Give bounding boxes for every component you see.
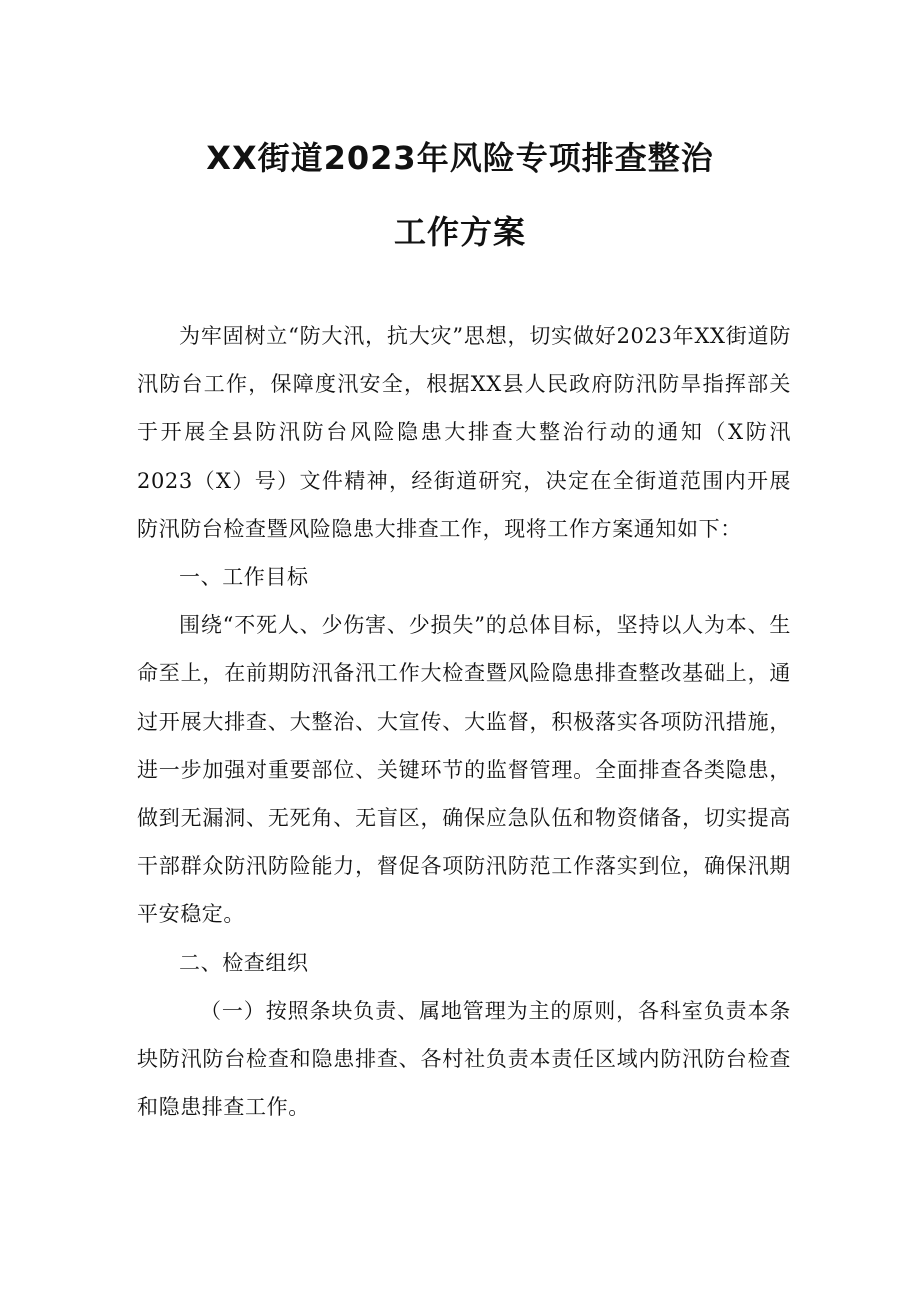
intro-paragraph: 为牢固树立“防大汛，抗大灾”思想，切实做好2023年XX街道防汛防台工作，保障度汛安全，根据XX县人民政府防汛防旱指挥部关于开展全县防汛防台风险隐患大排查大整治行动的通知（X防汛2023（X）号）文件精神，经街道研究，决定在全街道范围内开展防汛防台检查暨风险隐患大排查工作，现将工作方案通知如下：: [137, 324, 791, 541]
section2-item1-paragraph: （一）按照条块负责、属地管理为主的原则，各科室负责本条块防汛防台检查和隐患排查、各村社负责本责任区域内防汛防台检查和隐患排查工作。: [137, 998, 791, 1120]
document-title-line2: 工作方案: [393, 213, 526, 251]
section1-paragraph: 围绕“不死人、少伤害、少损失”的总体目标，坚持以人为本、生命至上，在前期防汛备汛工作大检查暨风险隐患排查整改基础上，通过开展大排查、大整治、大宣传、大监督，积极落实各项防汛措施，进一步加强对重要部位、关键环节的监督管理。全面排查各类隐患，做到无漏洞、无死角、无盲区，确保应急队伍和物资储备，切实提高干部群众防汛防险能力，督促各项防汛防范工作落实到位，确保汛期平安稳定。: [137, 613, 791, 927]
document-body: [137, 312, 791, 1131]
section2-heading: 二、检查组织: [179, 950, 309, 975]
document-title-line1: XX街道2023年风险专项排查整治: [206, 139, 714, 177]
section1-heading: 一、工作目标: [179, 565, 309, 590]
